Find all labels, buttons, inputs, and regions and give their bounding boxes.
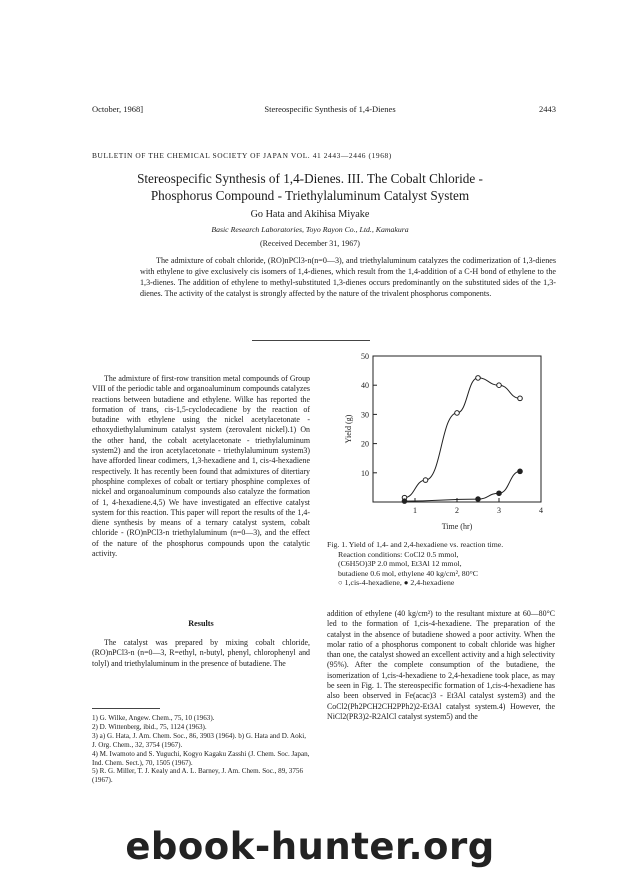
authors: Go Hata and Akihisa Miyake bbox=[250, 209, 370, 220]
plot-frame bbox=[373, 356, 541, 502]
x-tick-label: 2 bbox=[455, 506, 459, 515]
caption-line: butadiene 0.6 mol, ethylene 40 kg/cm², 80°C bbox=[338, 568, 478, 578]
results-paragraph: The catalyst was prepared by mixing cobalt chloride, (RO)nPCl3-n (n=0—3, R=ethyl, n-butyl, phenyl, chlorophenyl and tolyl) and triethylaluminum in the presence of butadiene. The bbox=[92, 638, 310, 668]
data-point-open bbox=[476, 376, 481, 381]
journal-line: BULLETIN OF THE CHEMICAL SOCIETY OF JAPAN VOL. 41 2443—2446 (1968) bbox=[92, 151, 392, 160]
running-head-title: Stereospecific Synthesis of 1,4-Dienes bbox=[264, 104, 396, 114]
footnotes bbox=[92, 714, 310, 785]
footnote: 1) G. Wilke, Angew. Chem., 75, 10 (1963). bbox=[92, 714, 215, 722]
footnote: 2) D. Wittenberg, ibid., 75, 1124 (1963). bbox=[92, 722, 207, 731]
abstract-text: The admixture of cobalt chloride, (RO)nPCl3-n(n=0—3), and triethylaluminum catalyzes the codimerization of 1,3-dienes with ethylene to give exclusively cis isomers of 1,4-dienes, which result from the 1,4-addition of a C-H bond of ethylene to the 1,3-dienes. The addition of ethylene to methyl-substituted 1,3-dienes occurs predominantly on the substituted sides of the 1,3-dienes. The activity of the catalyst is strongly affected by the nature of the trivalent phosphorus components. bbox=[140, 256, 556, 298]
data-point-open bbox=[497, 383, 502, 388]
y-tick-label: 30 bbox=[361, 410, 369, 420]
y-tick-label: 40 bbox=[361, 381, 369, 391]
data-point-filled bbox=[518, 469, 523, 474]
caption-legend: ○ 1,cis-4-hexadiene, ● 2,4-hexadiene bbox=[338, 578, 455, 588]
title-line-1: Stereospecific Synthesis of 1,4-Dienes. III. The Cobalt Chloride - bbox=[137, 171, 483, 186]
right-column-paragraph: addition of ethylene (40 kg/cm²) to the resultant mixture at 60—80°C led to the formation of 1,cis-4-hexadiene. The preparation of the catalyst in the absence of butadiene showed a poor activity. When the molar ratio of a phosphorus component to cobalt chloride was higher than one, the catalyst showed an excellent activity and a high selectivity (95%). After the complete consumption of the butadiene, the isomerization of 1,cis-4-hexadiene to 2,4-hexadiene took place, as may be seen in Fig. 1. The stereospecific formation of 1,cis-4-hexadiene has also been observed in Fe(acac)3 - Et3Al catalyst system3) and the CoCl2(Ph2PCH2CH2PPh2)2-Et3Al catalyst system.4) However, the NiCl2(PR3)2-R2AlCl catalyst system5) and the bbox=[327, 609, 555, 721]
x-tick-label: 1 bbox=[413, 506, 417, 515]
footnote-rule bbox=[92, 708, 160, 709]
yield-chart bbox=[327, 346, 555, 538]
caption-line: (C6H5O)3P 2.0 mmol, Et3Al 12 mmol, bbox=[338, 559, 462, 569]
figure-1-chart bbox=[327, 346, 555, 538]
running-head-date: October, 1968] bbox=[92, 104, 144, 114]
intro-column bbox=[92, 374, 310, 559]
series-line-2 bbox=[405, 471, 521, 501]
x-tick-label: 3 bbox=[497, 506, 501, 515]
caption-line: Reaction conditions: CoCl2 0.5 mmol, bbox=[338, 549, 459, 559]
section-divider bbox=[252, 340, 370, 341]
right-column bbox=[327, 609, 555, 722]
data-point-filled bbox=[476, 497, 481, 502]
results-column bbox=[92, 638, 310, 669]
data-point-open bbox=[455, 411, 460, 416]
title-line-2: Phosphorus Compound - Triethylaluminum Catalyst System bbox=[150, 188, 470, 203]
x-tick-label: 4 bbox=[539, 506, 543, 515]
page-number: 2443 bbox=[539, 104, 556, 114]
data-point-filled bbox=[402, 499, 407, 504]
footnote: 3) a) G. Hata, J. Am. Chem. Soc., 86, 3903 (1964). b) G. Hata and D. Aoki, J. Org. Chem., 32, 3754 (1967). bbox=[92, 731, 306, 749]
x-axis-label: Time (hr) bbox=[441, 522, 473, 531]
data-point-open bbox=[518, 396, 523, 401]
figure-caption bbox=[327, 540, 555, 588]
watermark: ebook-hunter.org bbox=[125, 825, 495, 868]
y-tick-label: 10 bbox=[361, 468, 369, 478]
abstract bbox=[140, 256, 556, 300]
received-date: (Received December 31, 1967) bbox=[260, 239, 360, 248]
footnote: 4) M. Iwamoto and S. Yuguchi, Kogyo Kagaku Zasshi (J. Chem. Soc. Japan, Ind. Chem. Sect.), 70, 1505 (1967). bbox=[92, 749, 310, 767]
article-title bbox=[70, 170, 550, 204]
data-point-open bbox=[423, 478, 428, 483]
results-heading: Results bbox=[188, 619, 214, 628]
y-axis-label: Yield (g) bbox=[344, 414, 353, 444]
y-tick-label: 50 bbox=[361, 352, 369, 361]
footnote: 5) R. G. Miller, T. J. Kealy and A. L. Barney, J. Am. Chem. Soc., 89, 3756 (1967). bbox=[92, 767, 303, 785]
y-tick-label: 20 bbox=[361, 439, 369, 449]
intro-paragraph: The admixture of first-row transition metal compounds of Group VIII of the periodic table and organoaluminum compounds catalyzes reactions between butadiene and ethylene. Wilke has reported the formation of trans, cis-1,5-cyclodecadiene by the reaction of butadine with ethylene using the nickel acetylacetonate - ethoxydiethylaluminum catalyst system (zerovalent nickel).1) On the other hand, the cobalt acetylacetonate - triethylaluminum system2) and the iron acetylacetonate - triethylaluminum system3) have afforded linear codimers, 1,3-hexadiene and 1, cis-4-hexadiene respectively. It has recently been found that admixtures of ditertiary phosphine complexes of cobalt or tertiary phosphine complexes of nickel and organoaluminum compounds also catalyze the formation of 1, 4-hexadiene.4,5) We have investigated an effective catalyst system for this reaction. This paper will report the results of the 1,4-diene synthesis by means of a ternary catalyst system, cobalt chloride - (RO)nPCl3-n triethylaluminum (n=0—3), and the effect of the nature of the phosphorus compounds upon the catalytic activity. bbox=[92, 374, 310, 559]
data-point-filled bbox=[497, 491, 502, 496]
affiliation: Basic Research Laboratories, Toyo Rayon Co., Ltd., Kamakura bbox=[211, 225, 409, 234]
series-line-1 bbox=[405, 378, 521, 498]
caption-line: Fig. 1. Yield of 1,4- and 2,4-hexadiene vs. reaction time. bbox=[327, 540, 504, 549]
